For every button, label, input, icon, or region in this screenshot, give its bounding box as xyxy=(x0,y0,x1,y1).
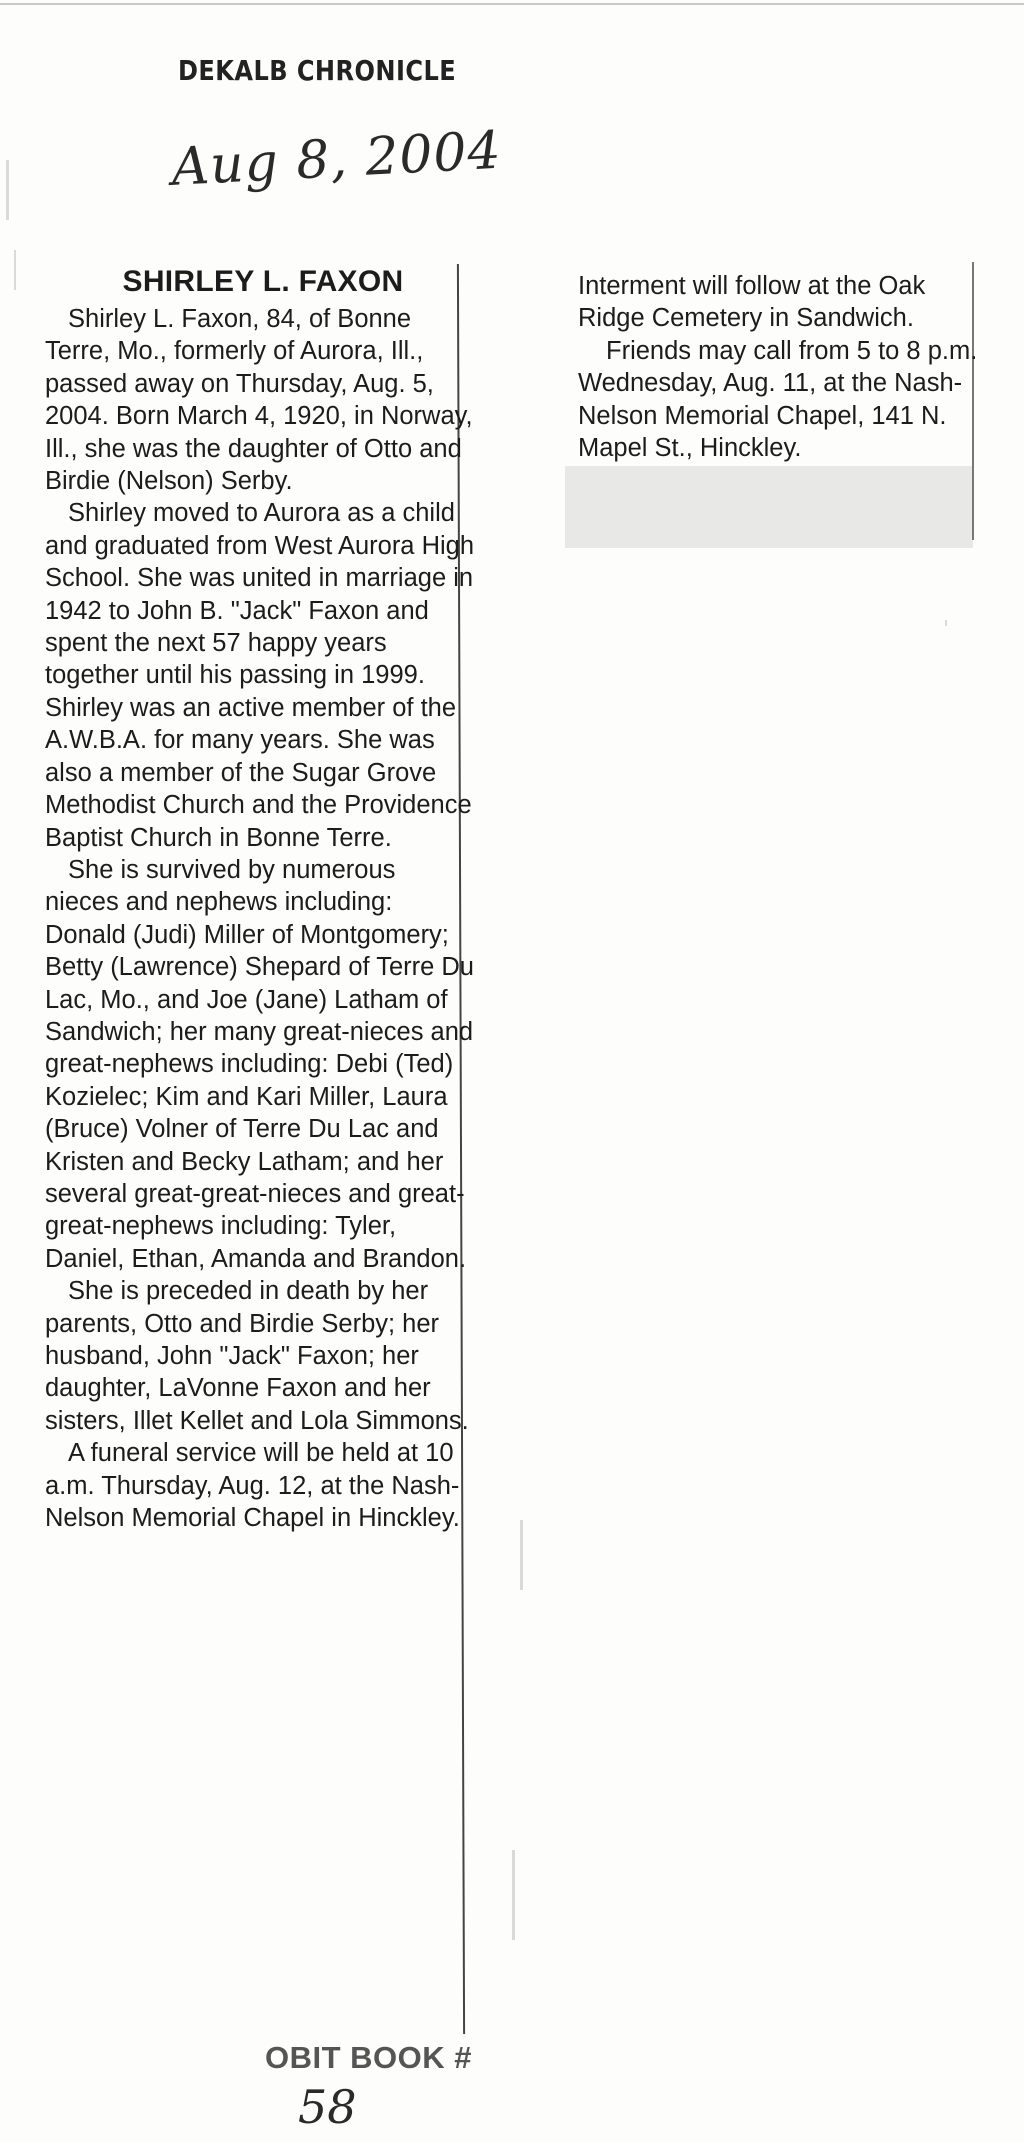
scan-speck xyxy=(6,160,9,220)
obituary-paragraph: Shirley moved to Aurora as a child and graduated from West Aurora High School. She was united in marriage in 1942 to John B. "Jack" Faxon and spent the next 57 happy years together until his passing in 1999. Shirley was an active member of the A.W.B.A. for many years. She was also a member of the Sugar Grove Methodist Church and the Providence Baptist Church in Bonne Terre. xyxy=(45,499,475,852)
newspaper-masthead: DEKALB CHRONICLE xyxy=(178,54,457,87)
scan-speck xyxy=(512,1850,515,1940)
obituary-paragraph: She is survived by numerous nieces and nephews including: Donald (Judi) Miller of Montgomery; Betty (Lawrence) Shepard of Terre Du Lac, Mo., and Joe (Jane) Latham of Sandwich; her many great-nieces and great-nephews including: Debi (Ted) Kozielec; Kim and Kari Miller, Laura (Bruce) Volner of Terre Du Lac and Kristen and Becky Latham; and her several great-great-nieces and great-great-nephews including: Tyler, Daniel, Ethan, Amanda and Brandon. xyxy=(45,855,474,1273)
scan-speck xyxy=(945,620,947,626)
handwritten-date: Aug 8, 2004 xyxy=(170,120,504,198)
obituary-paragraph: Shirley L. Faxon, 84, of Bonne Terre, Mo., formerly of Aurora, Ill., passed away on Thursday, Aug. 5, 2004. Born March 4, 1920, in Norway, Ill., she was the daughter of Otto and Birdie (Nelson) Serby. xyxy=(45,305,473,496)
obituary-paragraph: She is preceded in death by her parents, Otto and Birdie Serby; her husband, John "Jack" Faxon; her daughter, LaVonne Faxon and her sisters, Illet Kellet and Lola Simmons. xyxy=(45,1277,469,1435)
scan-speck xyxy=(520,1520,523,1590)
obituary-continued-column xyxy=(578,270,978,464)
interment-paragraph: Interment will follow at the Oak Ridge Cemetery in Sandwich. xyxy=(578,272,926,333)
visitation-paragraph: Friends may call from 5 to 8 p.m. Wednesday, Aug. 11, at the Nash-Nelson Memorial Chapel, 141 N. Mapel St., Hinckley. xyxy=(578,336,978,463)
handwritten-book-number: 58 xyxy=(298,2080,357,2134)
scan-speck xyxy=(14,250,16,290)
obit-book-label: OBIT BOOK # xyxy=(265,2040,473,2075)
obituary-main-column xyxy=(45,262,475,1534)
top-border-line xyxy=(0,3,1024,5)
obituary-paragraph: A funeral service will be held at 10 a.m. Thursday, Aug. 12, at the Nash-Nelson Memorial Chapel in Hinckley. xyxy=(45,1439,460,1533)
obituary-headline: SHIRLEY L. FAXON xyxy=(122,265,404,298)
